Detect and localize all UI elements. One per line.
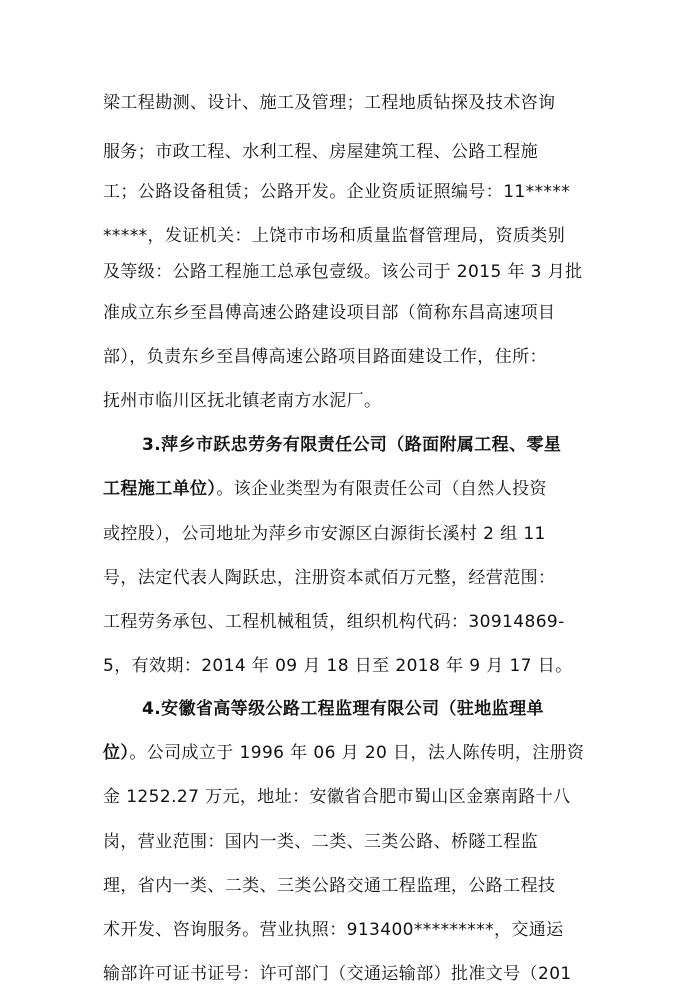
paragraph-line: 岗，营业范围：国内一类、二类、三类公路、桥隧工程监 bbox=[103, 832, 538, 852]
section-3-line bbox=[103, 477, 547, 501]
section-4-heading: 4.安徽省高等级公路工程监理有限公司（驻地监理单 bbox=[142, 699, 544, 719]
paragraph-line: 输部许可证书证号：许可部门（交通运输部）批准文号（201 bbox=[103, 964, 572, 984]
paragraph-line: 金 1252.27 万元，地址：安徽省合肥市蜀山区金寨南路十八 bbox=[103, 787, 571, 807]
section-4-line bbox=[103, 741, 584, 765]
section-3-heading: 3.萍乡市跃忠劳务有限责任公司（路面附属工程、零星 bbox=[142, 435, 562, 455]
paragraph-line: 术开发、咨询服务。营业执照：913400*********，交通运 bbox=[103, 920, 564, 940]
paragraph-line: 号，法定代表人陶跃忠，注册资本贰佰万元整，经营范围： bbox=[103, 568, 556, 588]
section-4-heading-cont: 位） bbox=[103, 743, 130, 763]
paragraph-line: 工程劳务承包、工程机械租赁，组织机构代码：30914869- bbox=[103, 612, 565, 632]
paragraph-line: *****，发证机关：上饶市市场和质量监督管理局，资质类别 bbox=[103, 226, 566, 246]
paragraph-line: 服务；市政工程、水利工程、房屋建筑工程、公路工程施 bbox=[103, 142, 538, 162]
paragraph-line: 或控股），公司地址为萍乡市安源区白源街长溪村 2 组 11 bbox=[103, 524, 546, 544]
paragraph-line: 部），负责东乡至昌傅高速公路项目路面建设工作，住所： bbox=[103, 347, 547, 367]
paragraph-line: 及等级：公路工程施工总承包壹级。该公司于 2015 年 3 月批 bbox=[103, 262, 583, 282]
paragraph-line: 5，有效期：2014 年 09 月 18 日至 2018 年 9 月 17 日。 bbox=[103, 656, 573, 676]
paragraph-line: 准成立东乡至昌傅高速公路建设项目部（简称东昌高速项目 bbox=[103, 303, 556, 323]
paragraph-line: 抚州市临川区抚北镇老南方水泥厂。 bbox=[103, 391, 382, 411]
paragraph-line: 梁工程勘测、设计、施工及管理；工程地质钻探及技术咨询 bbox=[103, 93, 556, 113]
section-3-text: 。该企业类型为有限责任公司（自然人投资 bbox=[216, 479, 547, 499]
paragraph-line: 理，省内一类、二类、三类公路交通工程监理，公路工程技 bbox=[103, 876, 556, 896]
paragraph-line: 工；公路设备租赁；公路开发。企业资质证照编号：11***** bbox=[103, 182, 571, 202]
section-3-heading-cont: 工程施工单位） bbox=[103, 479, 217, 499]
section-4-text: 。公司成立于 1996 年 06 月 20 日，法人陈传明，注册资 bbox=[129, 743, 585, 763]
